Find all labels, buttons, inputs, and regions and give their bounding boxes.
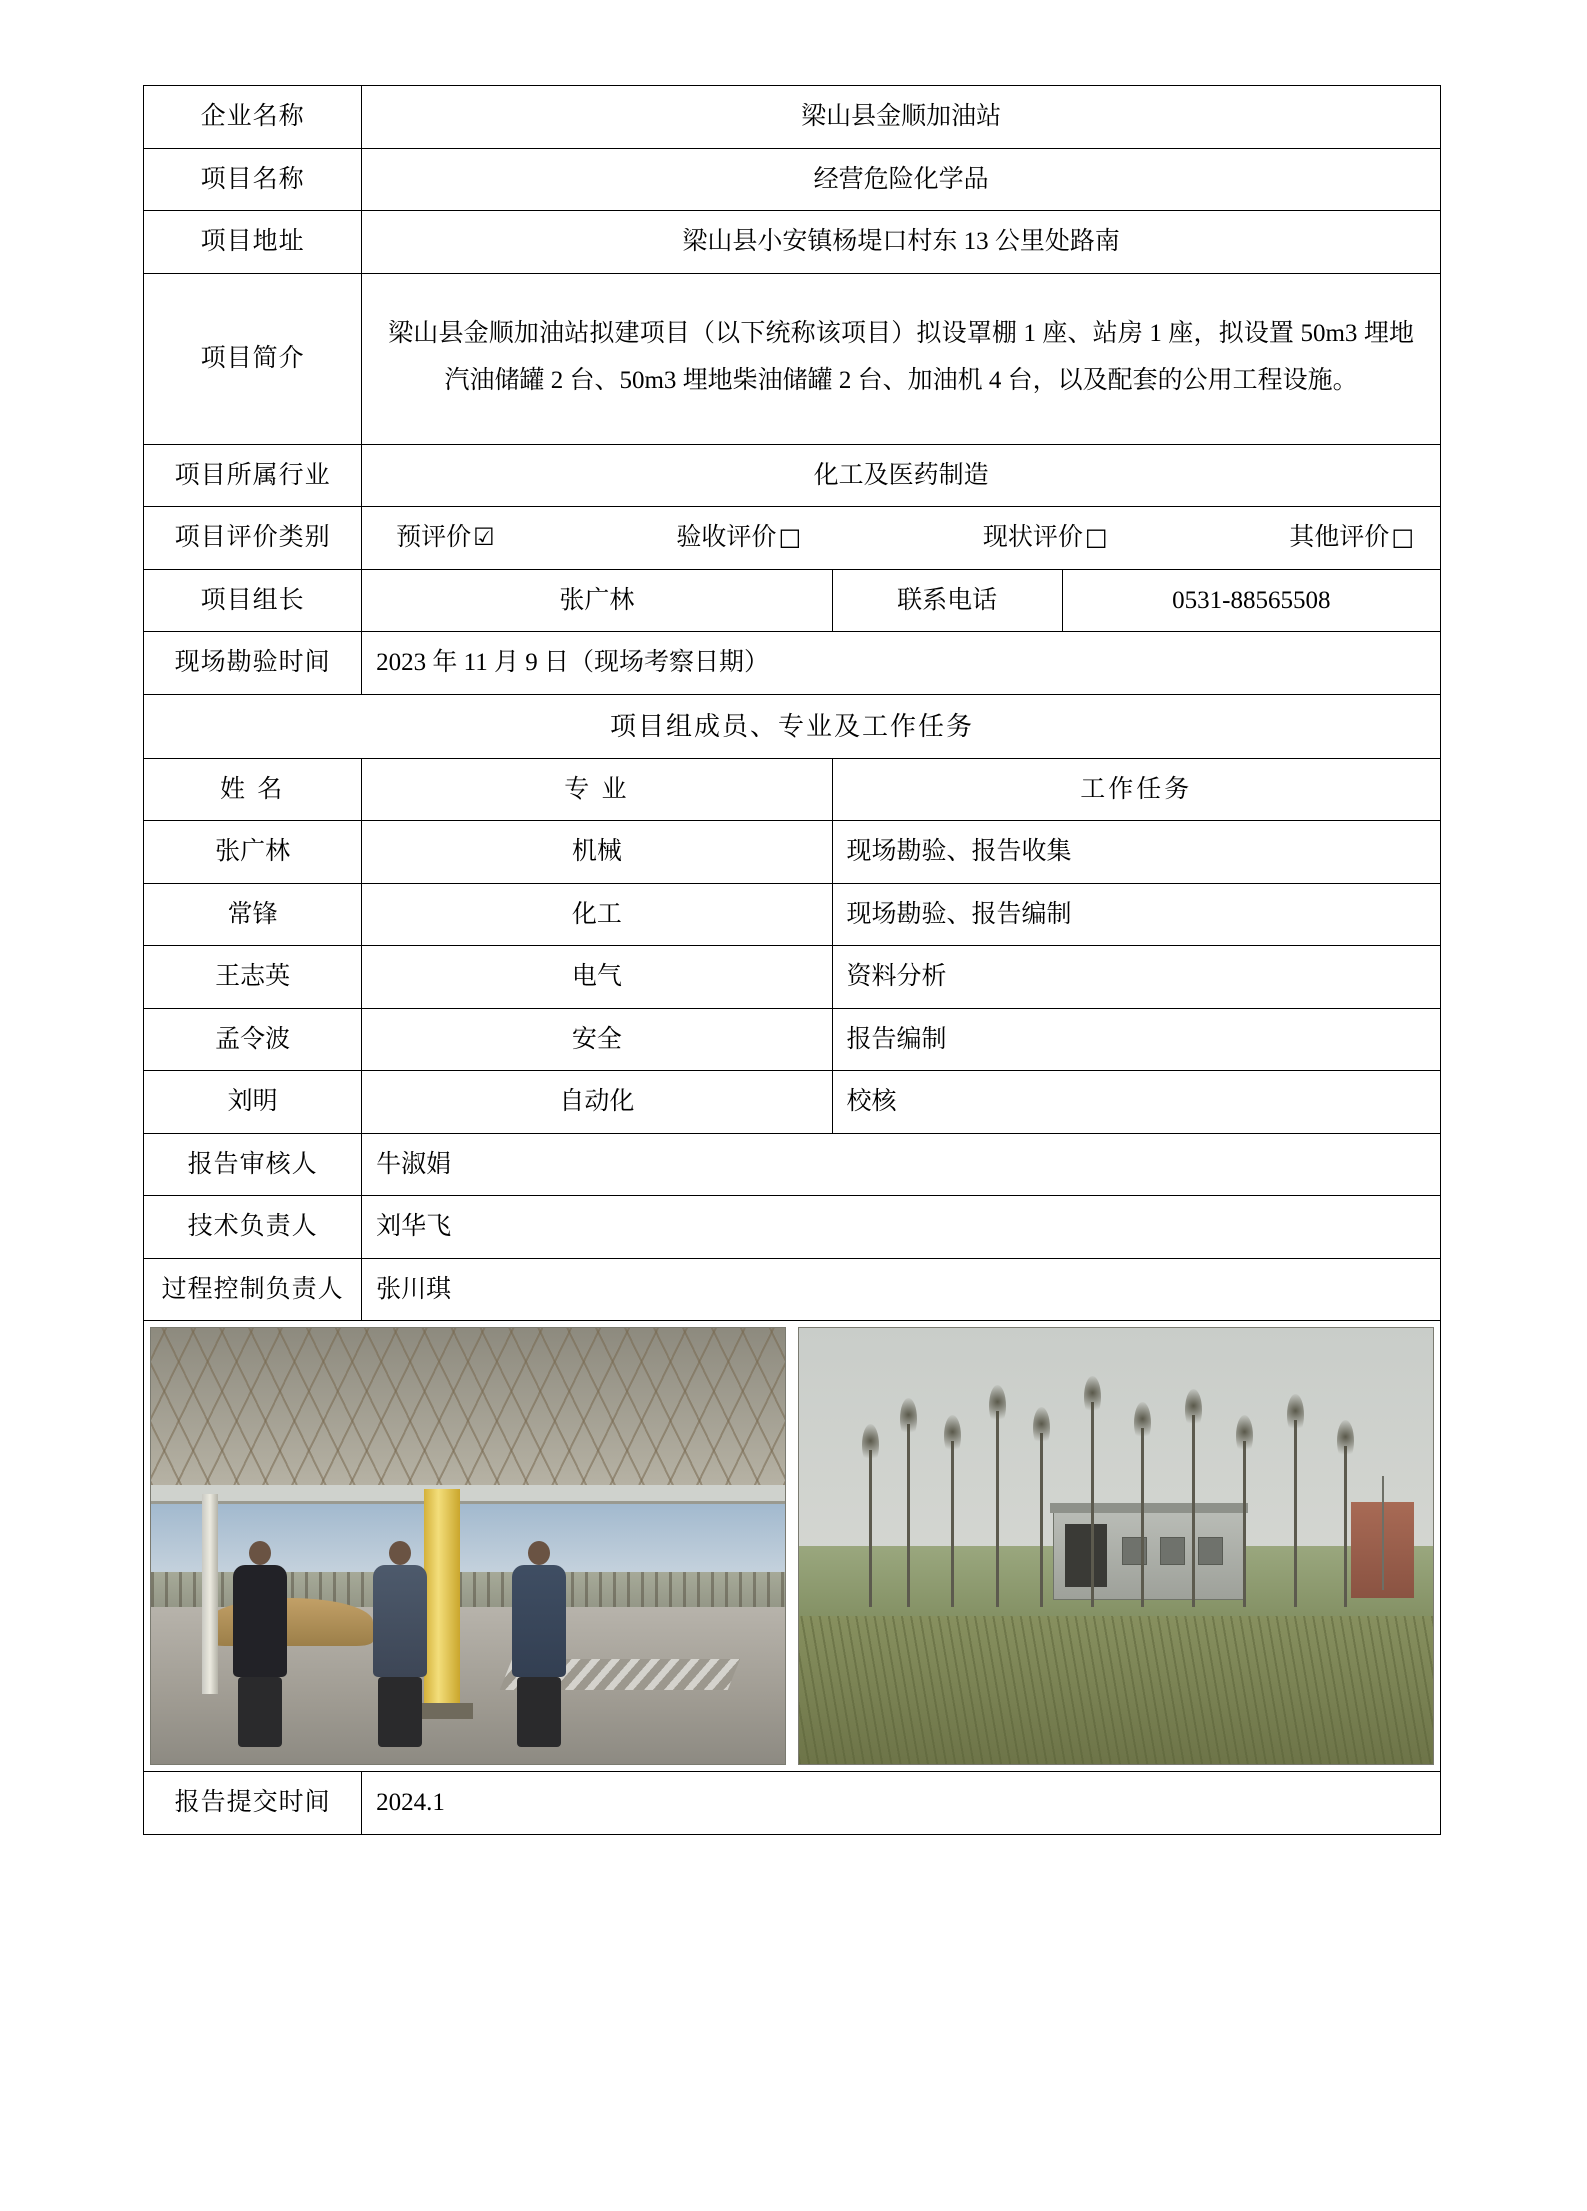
member-task: 现场勘验、报告编制 <box>846 900 1072 928</box>
members-header-major: 专 业 <box>564 775 630 803</box>
member-name: 张广林 <box>215 838 291 865</box>
table-row <box>144 1133 1441 1196</box>
row-value-process-control-lead: 张川琪 <box>376 1275 452 1303</box>
row-label-technical-lead: 技术负责人 <box>187 1213 318 1240</box>
evaluation-options <box>362 509 1440 567</box>
member-major: 机械 <box>571 838 622 865</box>
row-label-reviewer: 报告审核人 <box>187 1150 318 1178</box>
house-door <box>1065 1524 1107 1587</box>
row-label-project-intro: 项目简介 <box>200 344 305 372</box>
member-major: 自动化 <box>559 1088 635 1115</box>
row-label-company: 企业名称 <box>200 103 305 130</box>
container-house <box>1053 1511 1245 1600</box>
table-row <box>144 946 1441 1009</box>
member-task: 现场勘验、报告收集 <box>846 838 1072 865</box>
evaluation-option-pre[interactable] <box>396 519 495 557</box>
canopy-edge <box>151 1485 785 1504</box>
row-value-project-address: 梁山县小安镇杨堤口村东 13 公里处路南 <box>682 228 1120 255</box>
row-label-submit-date: 报告提交时间 <box>174 1789 331 1816</box>
house-window <box>1160 1537 1185 1565</box>
table-row <box>144 883 1441 946</box>
member-task: 报告编制 <box>846 1025 947 1053</box>
site-photo-canopy <box>150 1327 786 1765</box>
row-label-project-name: 项目名称 <box>200 165 305 193</box>
row-label-industry: 项目所属行业 <box>174 461 331 489</box>
row-value-project-name: 经营危险化学品 <box>813 165 989 193</box>
table-row <box>144 211 1441 274</box>
row-label-process-control-lead: 过程控制负责人 <box>161 1275 344 1303</box>
foreground-grass <box>799 1616 1433 1764</box>
evaluation-option-other[interactable] <box>1289 519 1414 557</box>
table-row <box>144 444 1441 507</box>
checkbox-current[interactable]: □ <box>1084 523 1108 551</box>
row-value-survey-date: 2023 年 11 月 9 日（现场考察日期） <box>376 649 769 676</box>
row-value-industry: 化工及医药制造 <box>813 461 989 489</box>
person-figure <box>373 1541 427 1747</box>
member-major: 化工 <box>571 900 622 928</box>
member-task: 资料分析 <box>846 963 947 990</box>
row-label-evaluation-type: 项目评价类别 <box>174 524 331 551</box>
members-header-task: 工作任务 <box>1080 775 1193 803</box>
site-photo-field <box>798 1327 1434 1765</box>
canopy-structure <box>151 1328 785 1485</box>
member-major: 电气 <box>571 963 622 990</box>
row-value-phone: 0531-88565508 <box>1172 586 1331 614</box>
evaluation-option-current[interactable] <box>983 519 1108 557</box>
canopy-column-yellow <box>424 1489 460 1716</box>
project-info-table <box>143 85 1441 1835</box>
row-label-survey-date: 现场勘验时间 <box>174 649 331 676</box>
table-row <box>144 632 1441 695</box>
member-major: 安全 <box>571 1025 622 1053</box>
row-value-technical-lead: 刘华飞 <box>376 1213 452 1240</box>
checkbox-other[interactable]: □ <box>1391 523 1414 551</box>
person-figure <box>512 1541 566 1747</box>
member-name: 刘明 <box>227 1088 278 1115</box>
row-value-reviewer: 牛淑娟 <box>376 1150 452 1178</box>
row-label-project-address: 项目地址 <box>200 228 305 255</box>
checkbox-acceptance[interactable]: □ <box>778 523 802 551</box>
members-section-title: 项目组成员、专业及工作任务 <box>609 711 974 741</box>
table-row <box>144 507 1441 570</box>
table-row <box>144 1258 1441 1321</box>
table-row <box>144 694 1441 758</box>
table-row <box>144 86 1441 149</box>
person-figure <box>233 1541 287 1747</box>
row-value-project-intro: 梁山县金顺加油站拟建项目（以下统称该项目）拟设罩棚 1 座、站房 1 座，拟设置 50m3 埋地汽油储罐 2 台、50m3 埋地柴油储罐 2 台、加油机 4 台，以及配套的公用工程设施。 <box>388 320 1414 394</box>
member-name: 王志英 <box>215 963 291 990</box>
site-photos <box>144 1321 1440 1771</box>
table-row <box>144 148 1441 211</box>
table-row <box>144 1008 1441 1071</box>
evaluation-option-acceptance-label: 验收评价 <box>676 524 777 551</box>
table-row <box>144 758 1441 821</box>
members-header-name: 姓 名 <box>219 775 286 803</box>
canopy-column-left <box>202 1494 218 1695</box>
table-row <box>144 1772 1441 1835</box>
member-task: 校核 <box>846 1088 897 1115</box>
row-value-submit-date: 2024.1 <box>376 1789 445 1816</box>
table-row <box>144 1196 1441 1259</box>
member-name: 常锋 <box>227 900 278 928</box>
evaluation-option-acceptance[interactable] <box>676 519 801 557</box>
row-label-phone: 联系电话 <box>897 586 998 614</box>
house-window <box>1198 1537 1223 1565</box>
table-row <box>144 1071 1441 1134</box>
member-name: 孟令波 <box>215 1025 291 1053</box>
table-row <box>144 821 1441 884</box>
table-row <box>144 273 1441 444</box>
checkbox-pre[interactable]: ☑ <box>473 523 495 551</box>
evaluation-option-pre-label: 预评价 <box>396 524 472 551</box>
evaluation-option-other-label: 其他评价 <box>1289 524 1390 551</box>
row-value-company: 梁山县金顺加油站 <box>801 103 1002 130</box>
row-value-team-leader: 张广林 <box>559 586 635 614</box>
table-row <box>144 1321 1441 1772</box>
row-label-team-leader: 项目组长 <box>200 586 305 614</box>
evaluation-option-current-label: 现状评价 <box>982 524 1083 551</box>
house-roof <box>1050 1503 1248 1513</box>
table-row <box>144 569 1441 632</box>
